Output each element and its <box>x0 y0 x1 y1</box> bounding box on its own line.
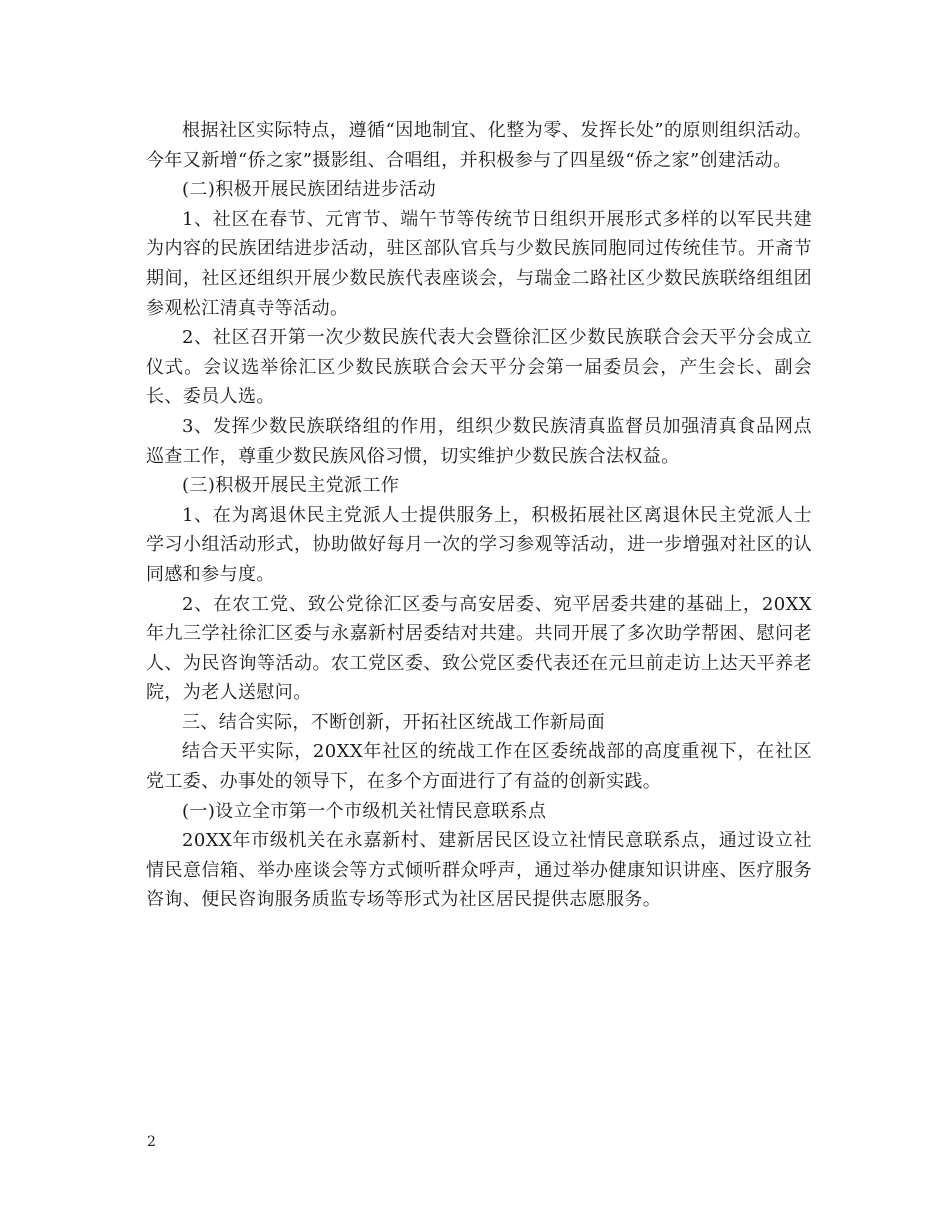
paragraph-retired-members: 1、在为离退休民主党派人士提供服务上，积极拓展社区离退休民主党派人士学习小组活动形式，协助做好每月一次的学习参观等活动，进一步增强对社区的认同感和参与度。 <box>146 504 812 585</box>
heading-contact-point: (一)设立全市第一个市级机关社情民意联系点 <box>182 800 547 822</box>
heading-innovation: 三、结合实际，不断创新，开拓社区统战工作新局面 <box>182 711 606 733</box>
paragraph-ethnic-liaison: 3、发挥少数民族联络组的作用，组织少数民族清真监督员加强清真食品网点巡查工作，尊重少数民族风俗习惯，切实维护少数民族合法权益。 <box>146 415 812 467</box>
document-body <box>146 116 812 915</box>
paragraph-contact-point: 20XX年市级机关在永嘉新村、建新居民区设立社情民意联系点，通过设立社情民意信箱、举办座谈会等方式倾听群众呼声，通过举办健康知识讲座、医疗服务咨询、便民咨询服务质监专场等形式为社区居民提供志愿服务。 <box>146 830 812 911</box>
paragraph-ethnic-congress: 2、社区召开第一次少数民族代表大会暨徐汇区少数民族联合会天平分会成立仪式。会议选举徐汇区少数民族联合会天平分会第一届委员会，产生会长、副会长、委员人选。 <box>146 327 812 408</box>
heading-ethnic-unity: (二)积极开展民族团结进步活动 <box>182 179 437 201</box>
page-number: 2 <box>147 1134 156 1150</box>
paragraph-party-cooperation: 2、在农工党、致公党徐汇区委与高安居委、宛平居委共建的基础上，20XX年九三学社徐汇区委与永嘉新村居委结对共建。共同开展了多次助学帮困、慰问老人、为民咨询等活动。农工党区委、致公党区委代表还在元旦前走访上达天平养老院，为老人送慰问。 <box>146 593 812 704</box>
paragraph-ethnic-festivals: 1、社区在春节、元宵节、端午节等传统节日组织开展形式多样的以军民共建为内容的民族团结进步活动，驻区部队官兵与少数民族同胞同过传统佳节。开斋节期间，社区还组织开展少数民族代表座谈会，与瑞金二路社区少数民族联络组组团参观松江清真寺等活动。 <box>146 208 812 319</box>
heading-democratic-parties: (三)积极开展民主党派工作 <box>182 475 400 497</box>
paragraph-tianping-practice: 结合天平实际，20XX年社区的统战工作在区委统战部的高度重视下，在社区党工委、办事处的领导下，在多个方面进行了有益的创新实践。 <box>146 741 812 793</box>
paragraph-community-features: 根据社区实际特点，遵循“因地制宜、化整为零、发挥长处”的原则组织活动。今年又新增“侨之家”摄影组、合唱组，并积极参与了四星级“侨之家”创建活动。 <box>146 120 812 171</box>
